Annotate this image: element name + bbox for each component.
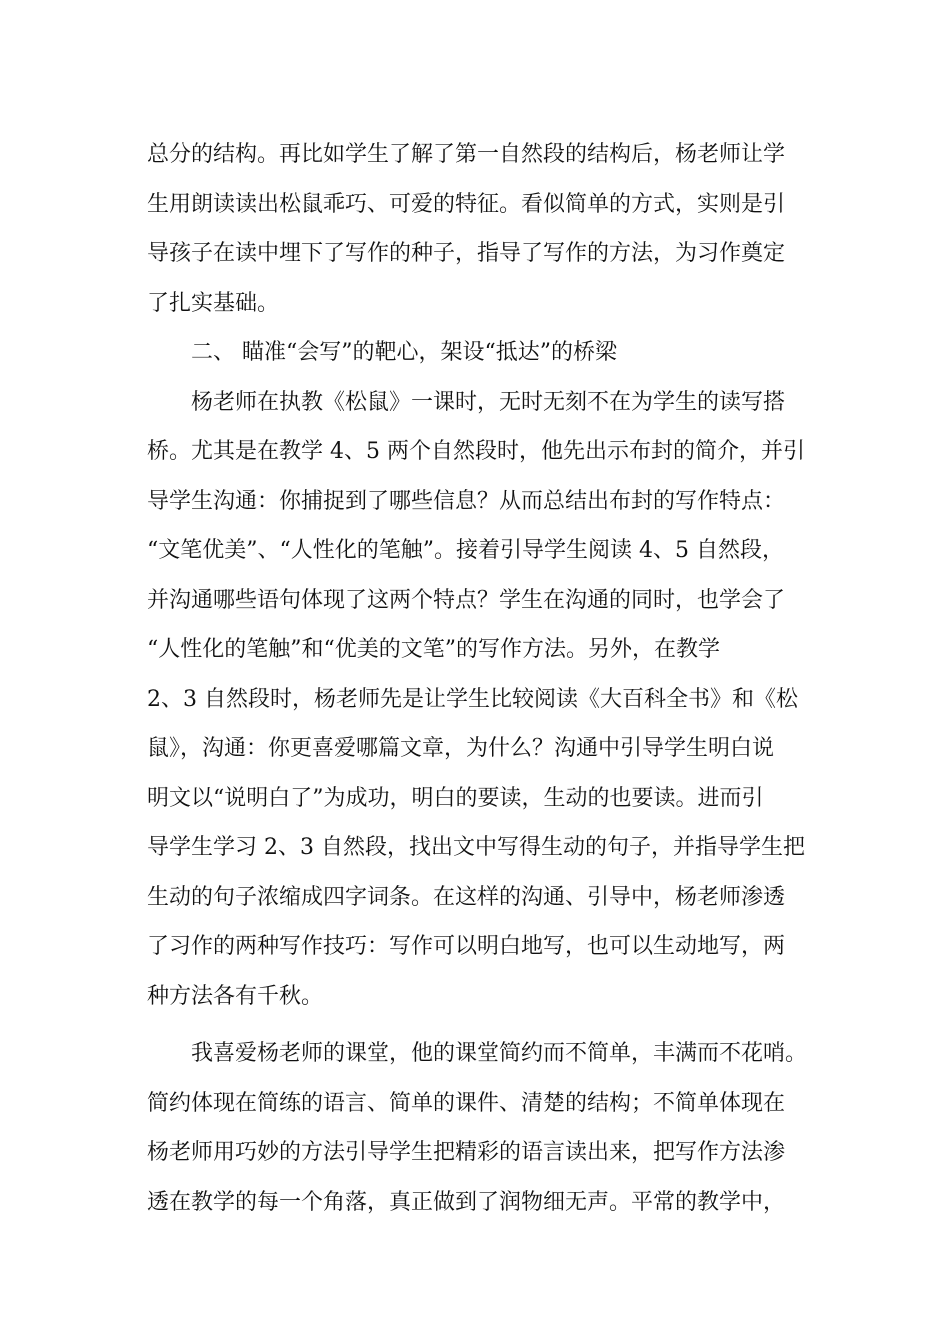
text-line: 了扎实基础。 [147, 290, 280, 316]
text-line: 生动的句子浓缩成四字词条。在这样的沟通、引导中，杨老师渗透 [147, 884, 786, 910]
text-line: 并沟通哪些语句体现了这两个特点？学生在沟通的同时，也学会了 [147, 587, 786, 613]
paragraph-spacer [147, 1021, 807, 1029]
text-line: 总分的结构。再比如学生了解了第一自然段的结构后，杨老师让学 [147, 142, 786, 167]
text-line: 杨老师用巧妙的方法引导学生把精彩的语言读出来，把写作方法渗 [147, 1140, 786, 1165]
section-heading [147, 328, 807, 378]
paragraph-reflection [147, 1029, 807, 1227]
text-line: 杨老师在执教《松鼠》一课时，无时无刻不在为学生的读写搭 [191, 389, 786, 415]
text-line: 导学生学习 2、3 自然段，找出文中写得生动的句子，并指导学生把 [147, 835, 805, 860]
text-line: 鼠》，沟通：你更喜爱哪篇文章，为什么？沟通中引导学生明白说 [147, 736, 775, 761]
text-line: 生用朗读读出松鼠乖巧、可爱的特征。看似简单的方式，实则是引 [147, 191, 786, 217]
text-line: “文笔优美”、“人性化的笔触”。接着引导学生阅读 4、5 自然段， [147, 538, 784, 563]
text-line: 种方法各有千秋。 [147, 983, 324, 1009]
section-heading-text: 二、 瞄准“会写”的靶心，架设“抵达”的桥梁 [191, 340, 617, 365]
paragraph-teaching-songshu [147, 378, 807, 1022]
text-line: 简约体现在简练的语言、简单的课件、清楚的结构；不简单体现在 [147, 1090, 786, 1116]
text-line: “人性化的笔触”和“优美的文笔”的写作方法。另外，在教学 [147, 637, 720, 662]
text-line: 导学生沟通：你捕捉到了哪些信息？从而总结出布封的写作特点： [147, 488, 786, 514]
text-line: 我喜爱杨老师的课堂，他的课堂简约而不简单，丰满而不花哨。 [191, 1041, 808, 1066]
text-line: 导孩子在读中埋下了写作的种子，指导了写作的方法，为习作奠定 [147, 241, 786, 266]
document-body [147, 130, 807, 1227]
paragraph-continuation [147, 130, 807, 328]
text-line: 2、3 自然段时，杨老师先是让学生比较阅读《大百科全书》和《松 [147, 686, 798, 712]
text-line: 明文以“说明白了”为成功，明白的要读，生动的也要读。进而引 [147, 785, 764, 811]
text-line: 透在教学的每一个角落，真正做到了润物细无声。平常的教学中， [147, 1189, 786, 1215]
text-line: 了习作的两种写作技巧：写作可以明白地写，也可以生动地写，两 [147, 934, 786, 959]
text-line: 桥。尤其是在教学 4、5 两个自然段时，他先出示布封的简介，并引 [147, 439, 805, 464]
